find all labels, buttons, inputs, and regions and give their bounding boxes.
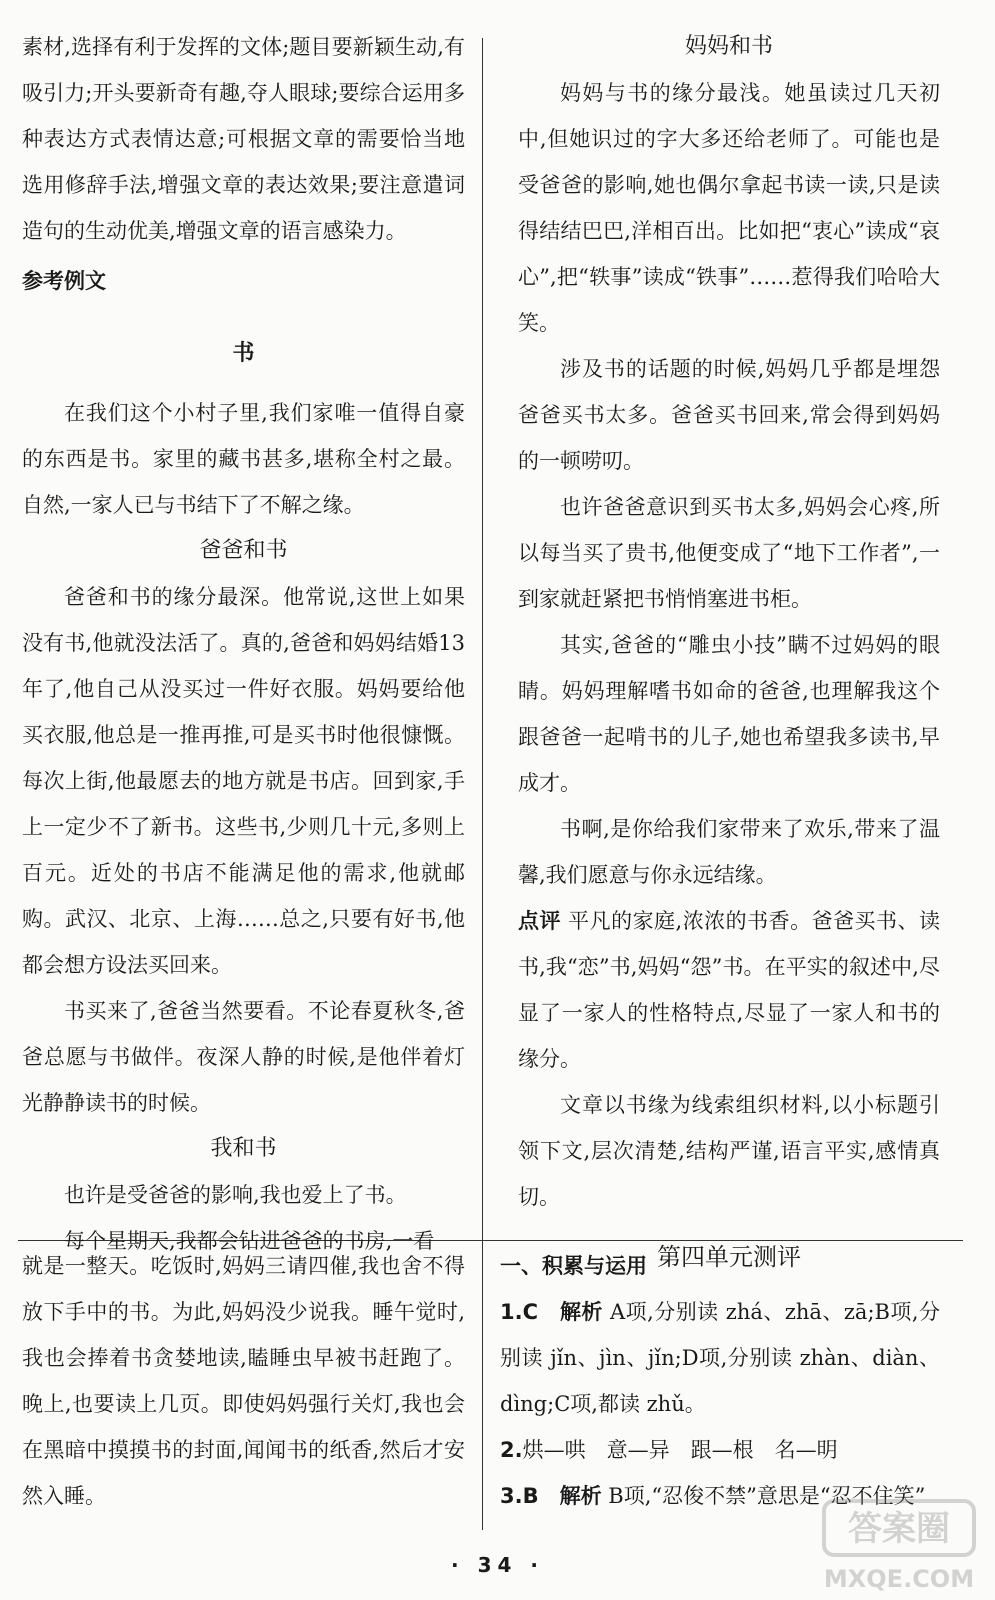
q2-text: 烘—哄 意—异 跟—根 名—明 bbox=[522, 1438, 838, 1462]
subtitle-dad-and-books: 爸爸和书 bbox=[199, 538, 288, 563]
essay-paragraph: 涉及书的话题的时候,妈妈几乎都是埋怨爸爸买书太多。爸爸买书回来,常会得到妈妈的一顿唠叨。 bbox=[518, 357, 940, 473]
page-number: · 34 · bbox=[451, 1553, 544, 1577]
subtitle-mom-and-books: 妈妈和书 bbox=[684, 34, 773, 59]
q2-number: 2. bbox=[500, 1438, 523, 1462]
unit-title: 第四单元测评 bbox=[657, 1243, 801, 1271]
left-top-column bbox=[22, 24, 465, 1264]
essay-paragraph: 在我们这个小村子里,我们家唯一值得自豪的东西是书。家里的藏书甚多,堪称全村之最。自然,一家人已与书结下了不解之缘。 bbox=[22, 401, 465, 517]
essay-title: 书 bbox=[232, 340, 255, 366]
essay-paragraph: 妈妈与书的缘分最浅。她虽读过几天初中,但她识过的字大多还给老师了。可能也是受爸爸的影响,她也偶尔拿起书读一读,只是读得结结巴巴,洋相百出。比如把“衷心”读成“哀心”,把“轶事”读成“铁事”……惹得我们哈哈大笑。 bbox=[518, 81, 940, 335]
question-1 bbox=[500, 1289, 940, 1427]
comment-label: 点评 bbox=[518, 909, 561, 933]
intro-paragraph: 素材,选择有利于发挥的文体;题目要新颖生动,有吸引力;开头要新奇有趣,夺人眼球;要综合运用多种表达方式表情达意;可根据文章的需要恰当地选用修辞手法,增强文章的表达效果;要注意遣词造句的生动优美,增强文章的语言感染力。 bbox=[22, 35, 465, 243]
comment-text: 平凡的家庭,浓浓的书香。爸爸买书、读书,我“恋”书,妈妈“怨”书。在平实的叙述中,尽显了一家人的性格特点,尽显了一家人和书的缘分。 bbox=[518, 909, 940, 1071]
essay-paragraph: 书买来了,爸爸当然要看。不论春夏秋冬,爸爸总愿与书做伴。夜深人静的时候,是他伴着灯光静静读书的时候。 bbox=[22, 999, 465, 1115]
essay-paragraph: 书啊,是你给我们家带来了欢乐,带来了温馨,我们愿意与你永远结缘。 bbox=[518, 817, 940, 887]
essay-paragraph: 爸爸和书的缘分最深。他常说,这世上如果没有书,他就没法活了。真的,爸爸和妈妈结婚13年了,他自己从没买过一件好衣服。妈妈要给他买衣服,他总是一推再推,可是买书时他很慷慨。每次上街,他最愿去的地方就是书店。回到家,手上一定少不了新书。这些书,少则几十元,多则上百元。近处的书店不能满足他的需求,他就邮购。武汉、北京、上海……总之,只要有好书,他都会想方设法买回来。 bbox=[22, 585, 465, 977]
page-number-value: 34 bbox=[477, 1553, 518, 1577]
question-2 bbox=[500, 1427, 940, 1473]
reference-heading: 参考例文 bbox=[22, 269, 106, 293]
subtitle-me-and-books: 我和书 bbox=[210, 1136, 277, 1161]
comment-paragraph bbox=[518, 898, 940, 1082]
essay-paragraph: 每个星期天,我都会钻进爸爸的书房,一看 bbox=[64, 1229, 435, 1253]
essay-paragraph: 也许爸爸意识到买书太多,妈妈会心疼,所以每当买了贵书,他便变成了“地下工作者”,一到家就赶紧把书悄悄塞进书柜。 bbox=[518, 495, 940, 611]
essay-paragraph-continued: 就是一整天。吃饭时,妈妈三请四催,我也舍不得放下手中的书。为此,妈妈没少说我。睡午觉时,我也会捧着书贪婪地读,瞌睡虫早被书赶跑了。晚上,也要读上几页。即使妈妈强行关灯,我也会在黑暗中摸摸书的封面,闻闻书的纸香,然后才安然入睡。 bbox=[22, 1254, 465, 1508]
essay-paragraph: 其实,爸爸的“雕虫小技”瞒不过妈妈的眼睛。妈妈理解嗜书如命的爸爸,也理解我这个跟爸爸一起啃书的儿子,她也希望我多读书,早成才。 bbox=[518, 633, 940, 795]
right-top-column bbox=[518, 24, 940, 1282]
q1-text: A项,分别读 zhá、zhā、zā;B项,分别读 jǐn、jìn、jǐn;D项,分别读 zhàn、diàn、dìng;C项,都读 zhǔ。 bbox=[500, 1300, 941, 1416]
section-heading: 一、积累与运用 bbox=[500, 1254, 647, 1278]
column-divider-bottom bbox=[482, 1240, 483, 1530]
comment-paragraph-2: 文章以书缘为线索组织材料,以小标题引领下文,层次清楚,结构严谨,语言平实,感情真切。 bbox=[518, 1093, 940, 1209]
q3-analysis-label: 解析 bbox=[559, 1484, 602, 1508]
svg-text:答案圈: 答案圈 bbox=[848, 1509, 950, 1549]
q1-analysis-label: 解析 bbox=[559, 1300, 603, 1324]
column-divider-top bbox=[482, 38, 483, 1240]
q3-text: B项,“忍俊不禁”意思是“忍不住笑” bbox=[601, 1484, 926, 1508]
svg-text:MXQE.COM: MXQE.COM bbox=[823, 1565, 975, 1593]
watermark-logo bbox=[820, 1495, 980, 1595]
q1-number: 1.C bbox=[500, 1300, 539, 1324]
left-bottom-column bbox=[22, 1243, 465, 1519]
essay-paragraph: 也许是受爸爸的影响,我也爱上了书。 bbox=[64, 1183, 407, 1207]
right-bottom-column bbox=[500, 1243, 940, 1519]
q3-number: 3.B bbox=[500, 1484, 539, 1508]
